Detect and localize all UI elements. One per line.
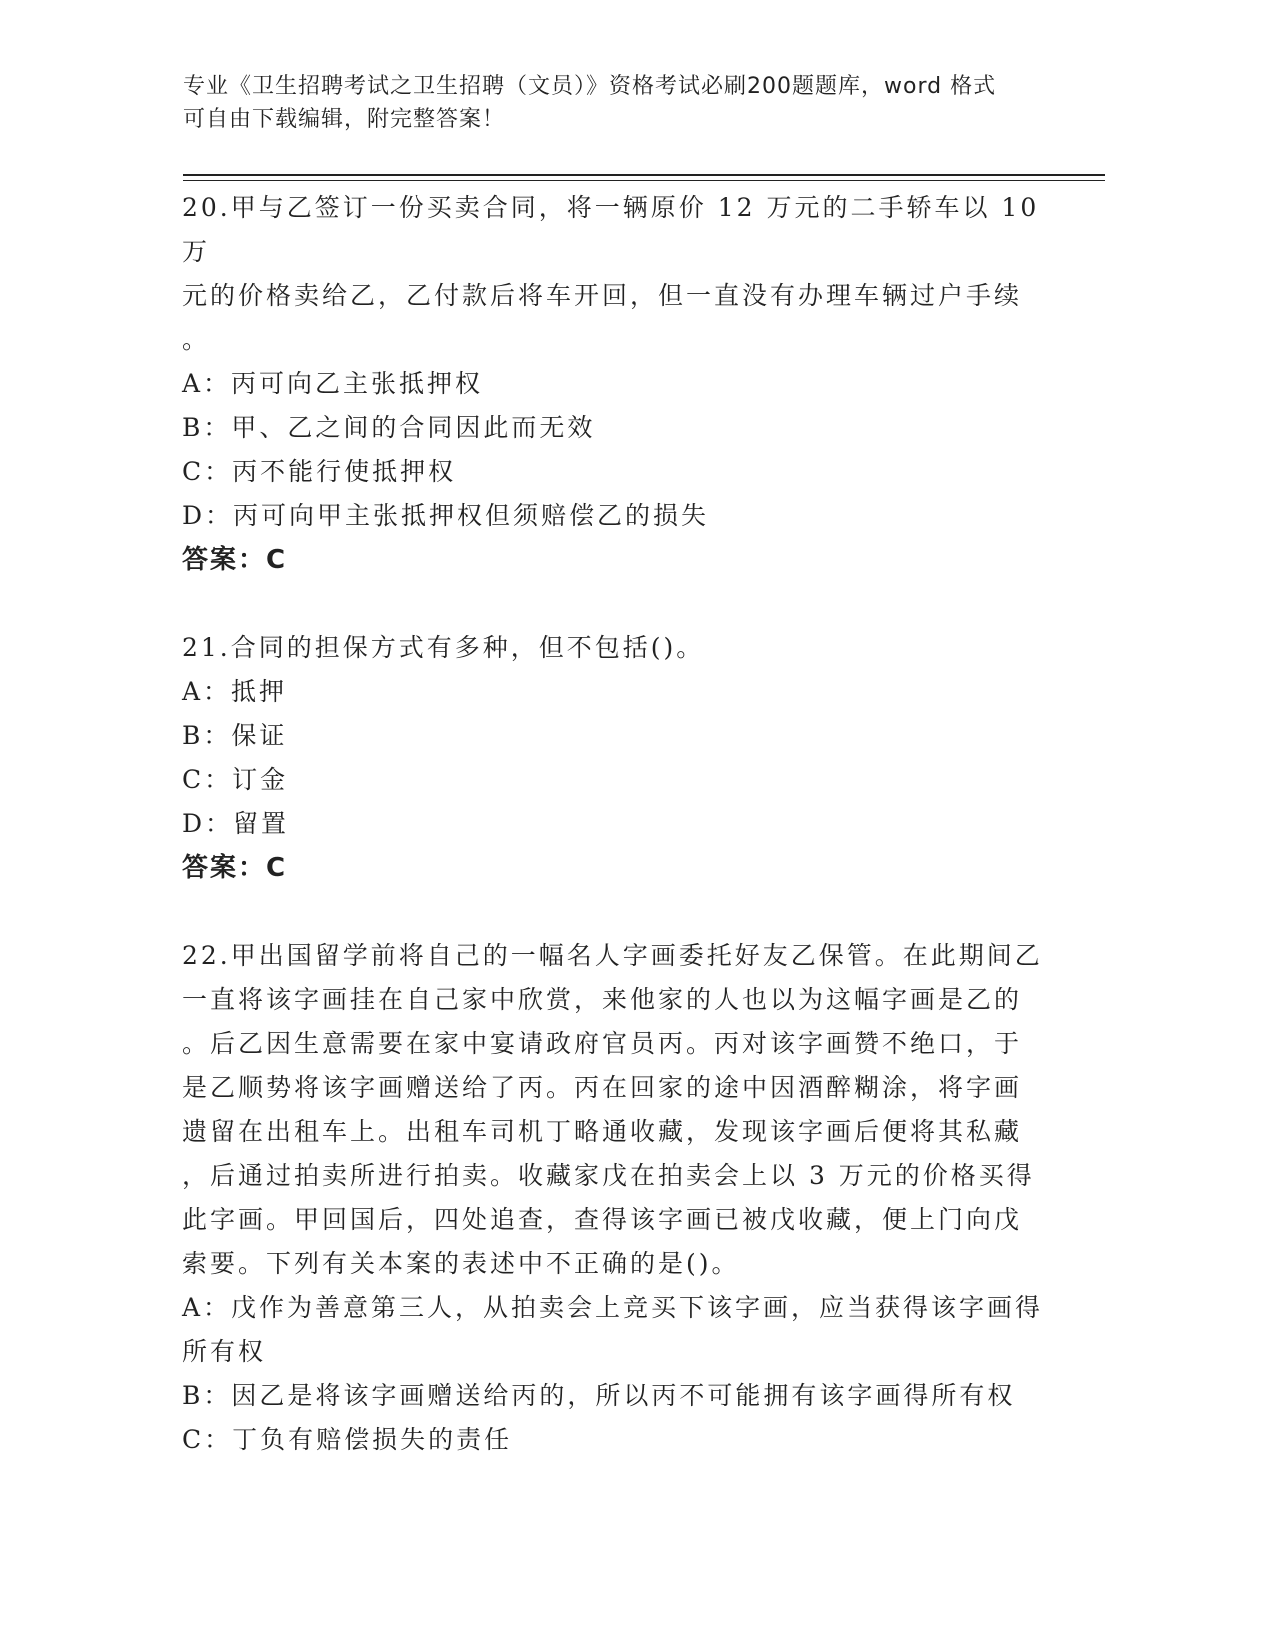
option-a-continued: 所有权 bbox=[182, 1337, 267, 1366]
question-20 bbox=[182, 186, 1052, 582]
stem-line: 21.合同的担保方式有多种，但不包括()。 bbox=[182, 633, 705, 662]
header-line-1: 专业《卫生招聘考试之卫生招聘（文员）》资格考试必刷200题题库，word 格式 bbox=[183, 74, 997, 99]
header-line-2: 可自由下载编辑，附完整答案！ bbox=[183, 107, 506, 132]
stem-line: 遗留在出租车上。出租车司机丁略通收藏，发现该字画后便将其私藏 bbox=[182, 1117, 1023, 1146]
stem-line: 22.甲出国留学前将自己的一幅名人字画委托好友乙保管。在此期间乙 bbox=[182, 941, 1043, 970]
question-stem bbox=[182, 186, 1052, 362]
answer-label: 答案：C bbox=[182, 853, 288, 883]
option-d: D：留置 bbox=[182, 809, 290, 838]
stem-line: 此字画。甲回国后，四处追查，查得该字画已被戊收藏，便上门向戊 bbox=[182, 1205, 1023, 1234]
question-list bbox=[182, 186, 1052, 1506]
option-a: A：戊作为善意第三人，从拍卖会上竞买下该字画，应当获得该字画得 bbox=[182, 1293, 1044, 1322]
stem-line: 20.甲与乙签订一份买卖合同，将一辆原价 12 万元的二手轿车以 10 万 bbox=[182, 193, 1040, 266]
option-c: C：订金 bbox=[182, 765, 289, 794]
option-b: B：因乙是将该字画赠送给丙的，所以丙不可能拥有该字画得所有权 bbox=[182, 1381, 1016, 1410]
question-22 bbox=[182, 934, 1052, 1462]
option-d: D：丙可向甲主张抵押权但须赔偿乙的损失 bbox=[182, 501, 710, 530]
question-21 bbox=[182, 626, 1052, 890]
stem-line: 一直将该字画挂在自己家中欣赏，来他家的人也以为这幅字画是乙的 bbox=[182, 985, 1023, 1014]
option-a: A：抵押 bbox=[182, 677, 288, 706]
stem-line: ，后通过拍卖所进行拍卖。收藏家戊在拍卖会上以 3 万元的价格买得 bbox=[182, 1161, 1035, 1190]
option-c: C：丁负有赔偿损失的责任 bbox=[182, 1425, 513, 1454]
header-divider-thick bbox=[183, 174, 1105, 176]
question-stem bbox=[182, 626, 1052, 670]
stem-line: 索要。下列有关本案的表述中不正确的是()。 bbox=[182, 1249, 740, 1278]
stem-line: 是乙顺势将该字画赠送给了丙。丙在回家的途中因酒醉糊涂，将字画 bbox=[182, 1073, 1023, 1102]
answer-label: 答案：C bbox=[182, 545, 288, 575]
question-stem bbox=[182, 934, 1052, 1286]
option-a: A：丙可向乙主张抵押权 bbox=[182, 369, 484, 398]
stem-line: 。 bbox=[182, 325, 211, 354]
stem-line: 元的价格卖给乙，乙付款后将车开回，但一直没有办理车辆过户手续 bbox=[182, 281, 1023, 310]
document-header bbox=[183, 70, 1063, 136]
option-c: C：丙不能行使抵押权 bbox=[182, 457, 457, 486]
stem-line: 。后乙因生意需要在家中宴请政府官员丙。丙对该字画赞不绝口，于 bbox=[182, 1029, 1023, 1058]
option-b: B：甲、乙之间的合同因此而无效 bbox=[182, 413, 596, 442]
header-divider-thin bbox=[183, 180, 1105, 181]
option-b: B：保证 bbox=[182, 721, 288, 750]
